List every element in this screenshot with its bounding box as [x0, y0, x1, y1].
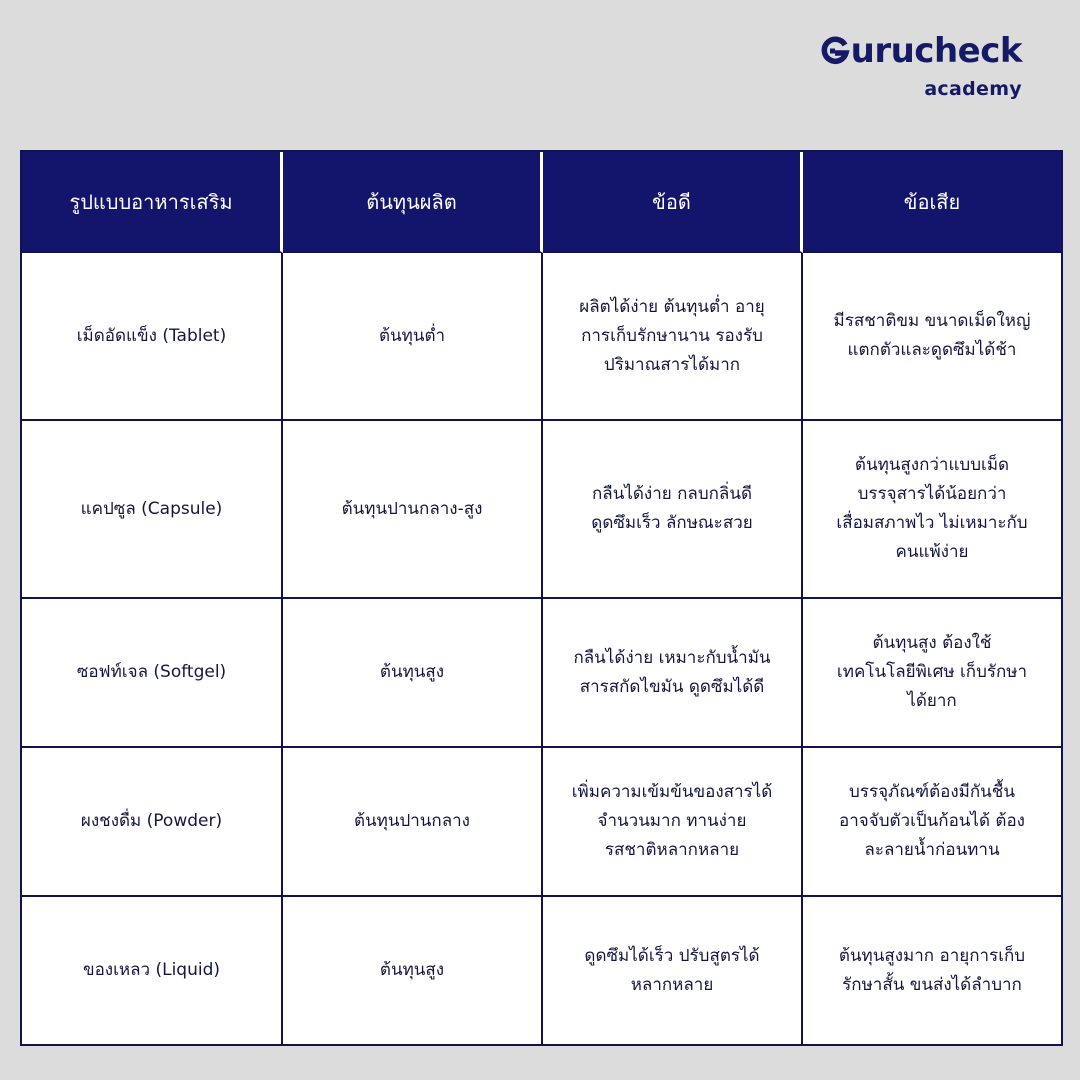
cell-pros: ดูดซึมได้เร็ว ปรับสูตรได้ หลากหลาย — [543, 897, 803, 1044]
cell-cost: ต้นทุนปานกลาง — [283, 748, 543, 897]
cell-cons: บรรจุภัณฑ์ต้องมีกันชื้น อาจจับตัวเป็นก้อนได้ ต้อง ละลายน้ำก่อนทาน — [803, 748, 1061, 897]
cell-form: ของเหลว (Liquid) — [22, 897, 283, 1044]
header-cost: ต้นทุนผลิต — [283, 152, 543, 253]
g-letter-icon — [820, 36, 850, 66]
cell-pros: กลืนได้ง่าย เหมาะกับน้ำมัน สารสกัดไขมัน ดูดซึมได้ดี — [543, 599, 803, 748]
cell-cost: ต้นทุนสูง — [283, 897, 543, 1044]
cell-cons: มีรสชาติขม ขนาดเม็ดใหญ่ แตกตัวและดูดซึมได้ช้า — [803, 253, 1061, 421]
cell-pros: เพิ่มความเข้มข้นของสารได้ จำนวนมาก ทานง่าย รสชาติหลากหลาย — [543, 748, 803, 897]
cell-form: เม็ดอัดแข็ง (Tablet) — [22, 253, 283, 421]
cell-pros: ผลิตได้ง่าย ต้นทุนต่ำ อายุ การเก็บรักษานาน รองรับ ปริมาณสารได้มาก — [543, 253, 803, 421]
header-pros: ข้อดี — [543, 152, 803, 253]
brand-name — [820, 31, 1022, 71]
supplement-comparison-table — [20, 150, 1063, 1046]
cell-cons: ต้นทุนสูง ต้องใช้ เทคโนโลยีพิเศษ เก็บรักษา ได้ยาก — [803, 599, 1061, 748]
header-cons: ข้อเสีย — [803, 152, 1061, 253]
cell-form: ซอฟท์เจล (Softgel) — [22, 599, 283, 748]
cell-pros: กลืนได้ง่าย กลบกลิ่นดี ดูดซึมเร็ว ลักษณะสวย — [543, 421, 803, 599]
cell-cost: ต้นทุนต่ำ — [283, 253, 543, 421]
cell-form: ผงชงดื่ม (Powder) — [22, 748, 283, 897]
cell-cost: ต้นทุนสูง — [283, 599, 543, 748]
brand-logo — [842, 31, 1022, 104]
cell-cost: ต้นทุนปานกลาง-สูง — [283, 421, 543, 599]
cell-cons: ต้นทุนสูงมาก อายุการเก็บ รักษาสั้น ขนส่งได้ลำบาก — [838, 945, 1026, 995]
header-form: รูปแบบอาหารเสริม — [22, 152, 283, 253]
brand-name-rest: urucheck — [850, 31, 1022, 71]
cell-form: แคปซูล (Capsule) — [22, 421, 283, 599]
cell-cons: ต้นทุนสูงกว่าแบบเม็ด บรรจุสารได้น้อยกว่า เสื่อมสภาพไว ไม่เหมาะกับ คนแพ้ง่าย — [803, 421, 1061, 599]
brand-subtitle: academy — [924, 78, 1022, 100]
